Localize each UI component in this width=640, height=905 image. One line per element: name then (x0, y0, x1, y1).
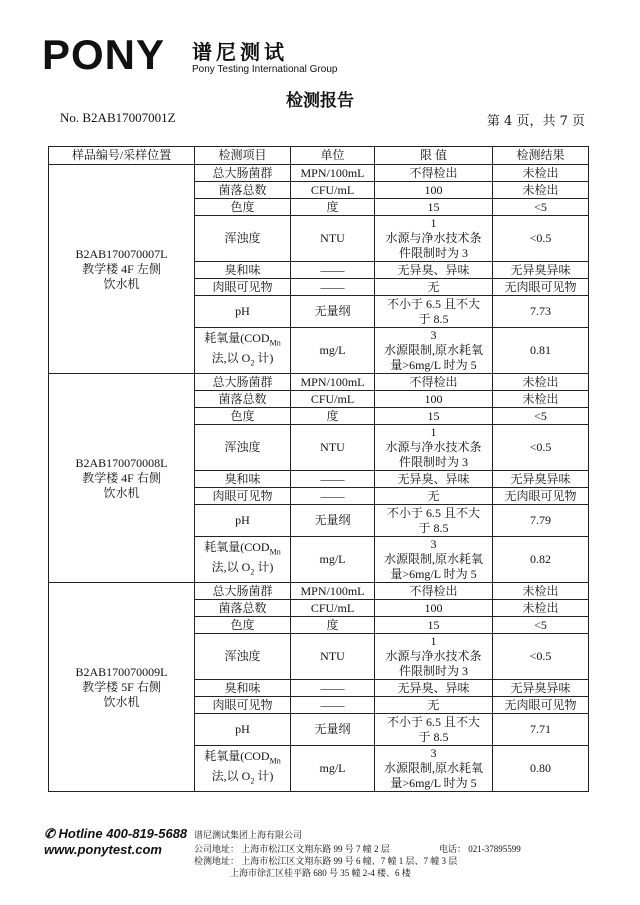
limit-line: 3 (430, 537, 437, 551)
limit-line: 15 (427, 199, 440, 214)
item-cell: 肉眼可见物 (195, 488, 291, 505)
limit-line: 于 8.5 (418, 729, 449, 744)
phone-icon: ✆ (44, 826, 55, 841)
result-cell: 未检出 (493, 165, 589, 182)
item-cell: 臭和味 (195, 471, 291, 488)
item-cell: 色度 (195, 408, 291, 425)
results-table (48, 146, 589, 792)
result-cell: <0.5 (493, 425, 589, 471)
limit-line: 不小于 6.5 且不大 (386, 296, 480, 311)
header-limit: 限 值 (375, 147, 493, 165)
result-cell: 未检出 (493, 374, 589, 391)
result-cell: <0.5 (493, 634, 589, 680)
result-cell: 0.82 (493, 537, 589, 583)
page-footer (44, 826, 604, 896)
limit-line: 量>6mg/L 时为 5 (390, 776, 477, 790)
result-cell: 无肉眼可见物 (493, 697, 589, 714)
limit-cell (375, 471, 493, 488)
header-unit: 单位 (291, 147, 375, 165)
limit-cell (375, 391, 493, 408)
unit-cell: —— (291, 488, 375, 505)
unit-cell: mg/L (291, 537, 375, 583)
limit-cell (375, 216, 493, 262)
item-line: 耗氧量($COD_{Mn}$ (204, 749, 281, 766)
item-cell: 浑浊度 (195, 425, 291, 471)
lab-address: 检测地址： 上海市松江区文翔东路 99 号 6 幢、7 幢 1 层、7 幢 3 层 (194, 856, 458, 866)
company-address: 公司地址： 上海市松江区文翔东路 99 号 7 幢 2 层 (194, 844, 390, 854)
table-row (49, 165, 589, 182)
limit-cell (375, 165, 493, 182)
sample-label-line: 教学楼 5F 右侧 (82, 679, 161, 694)
item-cell (195, 537, 291, 583)
limit-line: 100 (424, 182, 443, 197)
result-cell: 未检出 (493, 391, 589, 408)
limit-line: 3 (430, 328, 437, 342)
limit-line: 量>6mg/L 时为 5 (390, 358, 477, 372)
item-cell: 菌落总数 (195, 391, 291, 408)
item-cell: 臭和味 (195, 680, 291, 697)
item-line: 耗氧量($COD_{Mn}$ (204, 540, 281, 557)
result-cell: 未检出 (493, 583, 589, 600)
item-line: 耗氧量($COD_{Mn}$ (204, 331, 281, 348)
limit-line: 件限制时为 3 (398, 246, 468, 260)
sample-id-cell (49, 583, 195, 792)
limit-cell (375, 408, 493, 425)
limit-line: 15 (427, 408, 440, 423)
unit-cell: —— (291, 471, 375, 488)
limit-line: 水源与净水技术条 (385, 649, 482, 663)
report-number: No. B2AB17007001Z (60, 110, 176, 125)
limit-cell (375, 697, 493, 714)
limit-line: 水源与净水技术条 (385, 440, 482, 454)
limit-line: 100 (424, 600, 443, 615)
report-header (42, 31, 602, 84)
limit-cell (375, 296, 493, 328)
sample-label-line: 饮水机 (103, 694, 140, 709)
result-cell: <5 (493, 617, 589, 634)
unit-cell: MPN/100mL (291, 374, 375, 391)
result-cell: 未检出 (493, 600, 589, 617)
table-header-row (49, 147, 589, 165)
result-cell: <5 (493, 199, 589, 216)
limit-cell (375, 262, 493, 279)
limit-line: 水源限制,原水耗氧 (383, 343, 483, 357)
result-cell: 无肉眼可见物 (493, 279, 589, 296)
result-cell: <5 (493, 408, 589, 425)
item-cell: 臭和味 (195, 262, 291, 279)
result-cell: 无异臭异味 (493, 680, 589, 697)
unit-cell: CFU/mL (291, 600, 375, 617)
unit-cell: CFU/mL (291, 182, 375, 199)
limit-cell (375, 680, 493, 697)
hotline (44, 826, 187, 842)
company-phone: 电话： 021-37895599 (439, 844, 521, 854)
limit-line: 件限制时为 3 (398, 455, 468, 469)
logo-wordmark: PONY (42, 31, 166, 78)
sample-label-line: B2AB170070009L (75, 664, 168, 679)
item-cell: 浑浊度 (195, 634, 291, 680)
limit-line: 无异臭、异味 (397, 262, 470, 277)
hotline-text: Hotline 400-819-5688 (58, 826, 188, 841)
limit-cell (375, 746, 493, 792)
limit-cell (375, 634, 493, 680)
limit-line: 量>6mg/L 时为 5 (390, 567, 477, 581)
item-cell (195, 746, 291, 792)
unit-cell: NTU (291, 216, 375, 262)
item-cell: 肉眼可见物 (195, 697, 291, 714)
header-sample: 样品编号/采样位置 (49, 147, 195, 165)
pony-logo (42, 31, 166, 78)
result-cell: 无异臭异味 (493, 471, 589, 488)
sample-label-line: 教学楼 4F 右侧 (82, 470, 161, 485)
sample-label-line: 饮水机 (103, 485, 140, 500)
unit-cell: MPN/100mL (291, 165, 375, 182)
limit-line: 1 (430, 634, 437, 648)
limit-cell (375, 714, 493, 746)
sample-label-line: 饮水机 (103, 276, 140, 291)
limit-line: 于 8.5 (418, 311, 449, 326)
limit-line: 不小于 6.5 且不大 (386, 505, 480, 520)
unit-cell: 无量纲 (291, 296, 375, 328)
item-line: 法,以 $O_2$ 计) (211, 768, 274, 785)
website: www.ponytest.com (44, 842, 162, 857)
limit-line: 水源与净水技术条 (385, 231, 482, 245)
limit-cell (375, 600, 493, 617)
limit-cell (375, 537, 493, 583)
item-cell: pH (195, 296, 291, 328)
limit-line: 不得检出 (409, 374, 458, 389)
item-cell: 肉眼可见物 (195, 279, 291, 296)
item-cell: pH (195, 505, 291, 537)
unit-cell: MPN/100mL (291, 583, 375, 600)
limit-line: 100 (424, 391, 443, 406)
lab-address-2: 上海市徐汇区桂平路 680 号 35 幢 2-4 楼、6 楼 (230, 868, 411, 878)
limit-line: 不小于 6.5 且不大 (386, 714, 480, 729)
limit-cell (375, 488, 493, 505)
unit-cell: —— (291, 697, 375, 714)
item-cell: 色度 (195, 617, 291, 634)
limit-cell (375, 505, 493, 537)
result-cell: 0.81 (493, 328, 589, 374)
result-cell: 7.71 (493, 714, 589, 746)
item-cell: 总大肠菌群 (195, 374, 291, 391)
item-cell: 色度 (195, 199, 291, 216)
limit-cell (375, 425, 493, 471)
header-result: 检测结果 (493, 147, 589, 165)
item-line: 法,以 $O_2$ 计) (211, 559, 274, 576)
unit-cell: 度 (291, 408, 375, 425)
limit-cell (375, 374, 493, 391)
unit-cell: 度 (291, 617, 375, 634)
limit-line: 无异臭、异味 (397, 471, 470, 486)
limit-line: 无 (427, 697, 440, 712)
sample-id-cell (49, 374, 195, 583)
sample-label-line: B2AB170070007L (75, 246, 168, 261)
limit-line: 3 (430, 746, 437, 760)
limit-line: 无 (427, 279, 440, 294)
sample-label-line: 教学楼 4F 左侧 (82, 261, 161, 276)
unit-cell: NTU (291, 425, 375, 471)
limit-line: 无 (427, 488, 440, 503)
unit-cell: 度 (291, 199, 375, 216)
unit-cell: —— (291, 680, 375, 697)
limit-cell (375, 617, 493, 634)
limit-line: 1 (430, 216, 437, 230)
result-cell: 未检出 (493, 182, 589, 199)
limit-cell (375, 182, 493, 199)
table-row (49, 583, 589, 600)
item-cell (195, 328, 291, 374)
result-cell: 7.79 (493, 505, 589, 537)
item-cell: pH (195, 714, 291, 746)
result-cell: <0.5 (493, 216, 589, 262)
limit-line: 1 (430, 425, 437, 439)
limit-line: 于 8.5 (418, 520, 449, 535)
header-item: 检测项目 (195, 147, 291, 165)
item-cell: 总大肠菌群 (195, 165, 291, 182)
limit-cell (375, 199, 493, 216)
limit-line: 件限制时为 3 (398, 664, 468, 678)
limit-line: 不得检出 (409, 583, 458, 598)
logo-english-name: Pony Testing International Group (192, 64, 338, 75)
unit-cell: NTU (291, 634, 375, 680)
result-cell: 0.80 (493, 746, 589, 792)
item-cell: 菌落总数 (195, 600, 291, 617)
limit-line: 水源限制,原水耗氧 (383, 552, 483, 566)
limit-line: 15 (427, 617, 440, 632)
item-cell: 菌落总数 (195, 182, 291, 199)
sample-id-cell (49, 165, 195, 374)
limit-line: 不得检出 (409, 165, 458, 180)
result-cell: 无异臭异味 (493, 262, 589, 279)
limit-cell (375, 279, 493, 296)
sample-label-line: B2AB170070008L (75, 455, 168, 470)
unit-cell: —— (291, 279, 375, 296)
unit-cell: 无量纲 (291, 505, 375, 537)
limit-line: 无异臭、异味 (397, 680, 470, 695)
unit-cell: mg/L (291, 746, 375, 792)
page-counter: 第 4 页，共 7 页 (486, 114, 585, 129)
result-cell: 无肉眼可见物 (493, 488, 589, 505)
limit-line: 水源限制,原水耗氧 (383, 761, 483, 775)
unit-cell: 无量纲 (291, 714, 375, 746)
page-title: 检测报告 (286, 91, 354, 111)
item-line: 法,以 $O_2$ 计) (211, 350, 274, 367)
unit-cell: CFU/mL (291, 391, 375, 408)
unit-cell: mg/L (291, 328, 375, 374)
item-cell: 总大肠菌群 (195, 583, 291, 600)
unit-cell: —— (291, 262, 375, 279)
table-row (49, 374, 589, 391)
item-cell: 浑浊度 (195, 216, 291, 262)
limit-cell (375, 328, 493, 374)
company-name: 谱尼测试集团上海有限公司 (194, 830, 303, 840)
result-cell: 7.73 (493, 296, 589, 328)
limit-cell (375, 583, 493, 600)
logo-chinese-name: 谱尼测试 (192, 40, 288, 64)
